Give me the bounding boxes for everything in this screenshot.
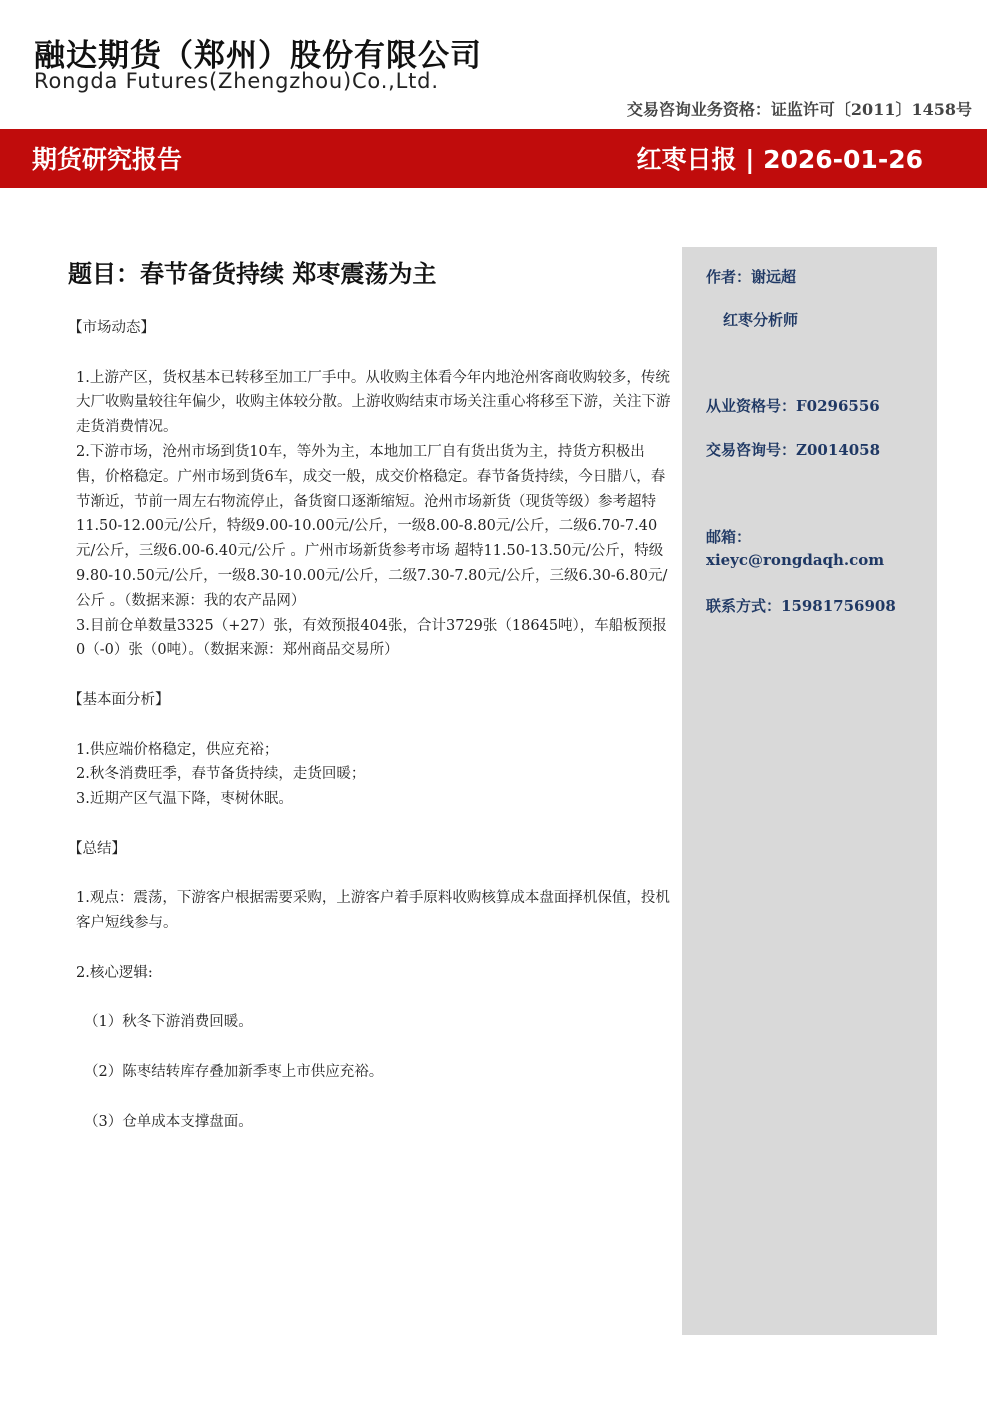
- fundamental-point-2: 2.秋冬消费旺季，春节备货持续，走货回暖；: [76, 766, 366, 783]
- author-name: 作者：谢远超: [706, 268, 797, 286]
- core-logic-3: （3）仓单成本支撑盘面。: [84, 1113, 253, 1130]
- company-name-cn: 融达期货（郑州）股份有限公司: [34, 38, 482, 74]
- core-logic-2: （2）陈枣结转库存叠加新季枣上市供应充裕。: [84, 1063, 384, 1080]
- email-label: 邮箱：: [706, 528, 752, 546]
- report-body: [68, 316, 672, 1134]
- market-point-1: 1.上游产区，货权基本已转移至加工厂手中。从收购主体看今年内地沧州客商收购较多，传统大厂收购量较往年偏少，收购主体较分散。上游收购结束市场关注重心将移至下游，关注下游走货消费情况。: [76, 369, 671, 436]
- summary-point-1: 1.观点：震荡，下游客户根据需要采购，上游客户着手原料收购核算成本盘面择机保值，投机客户短线参与。: [76, 890, 670, 932]
- license-info: 交易咨询业务资格：证监许可〔2011〕1458号: [626, 100, 972, 119]
- fundamental-point-1: 1.供应端价格稳定，供应充裕；: [76, 741, 279, 758]
- report-banner: [0, 129, 987, 188]
- core-logic-1: （1）秋冬下游消费回暖。: [84, 1014, 253, 1031]
- section-heading-fundamentals: 【基本面分析】: [68, 691, 170, 708]
- section-heading-summary: 【总结】: [68, 840, 126, 857]
- consult-number: 交易咨询号：Z0014058: [706, 441, 881, 459]
- report-title: 题目：春节备货持续 郑枣震荡为主: [68, 260, 437, 288]
- author-sidebar: [682, 247, 937, 1335]
- summary-point-2: 2.核心逻辑:: [76, 964, 153, 981]
- company-name-en: Rongda Futures(Zhengzhou)Co.,Ltd.: [34, 69, 439, 93]
- banner-report-date: 红枣日报 | 2026-01-26: [636, 145, 923, 174]
- banner-report-type: 期货研究报告: [32, 145, 183, 174]
- market-point-2: 2.下游市场，沧州市场到货10车，等外为主，本地加工厂自有货出货为主，持货方积极出售，价格稳定。广州市场到货6车，成交一般，成交价格稳定。春节备货持续，今日腊八，春节渐近，节前一周左右物流停止，备货窗口逐渐缩短。沧州市场新货（现货等级）参考超特 11.50-12.00元/公斤，特级9.00-10.00元/公斤，一级8.00-8.80元/公斤，二级6.70-7.40元/公斤，三级6.00-6.40元/公斤 。广州市场新货参考市场 超特11.50-13.50元/公斤，特级9.80-10.50元/公斤，一级8.30-10.00元/公斤，二级7.30-7.80元/公斤，三级6.30-6.80元/公斤 。（数据来源：我的农产品网）: [76, 443, 668, 609]
- market-point-3: 3.目前仓单数量3325（+27）张，有效预报404张，合计3729张（18645吨），车船板预报0（-0）张（0吨）。（数据来源：郑州商品交易所）: [76, 617, 667, 659]
- fundamental-point-3: 3.近期产区气温下降，枣树休眠。: [76, 791, 293, 808]
- email-address[interactable]: xieyc@rongdaqh.com: [706, 551, 885, 569]
- qualification-number: 从业资格号：F0296556: [706, 397, 880, 415]
- author-role: 红枣分析师: [723, 311, 799, 329]
- contact-phone: 联系方式：15981756908: [706, 597, 896, 615]
- section-heading-market: 【市场动态】: [68, 320, 155, 336]
